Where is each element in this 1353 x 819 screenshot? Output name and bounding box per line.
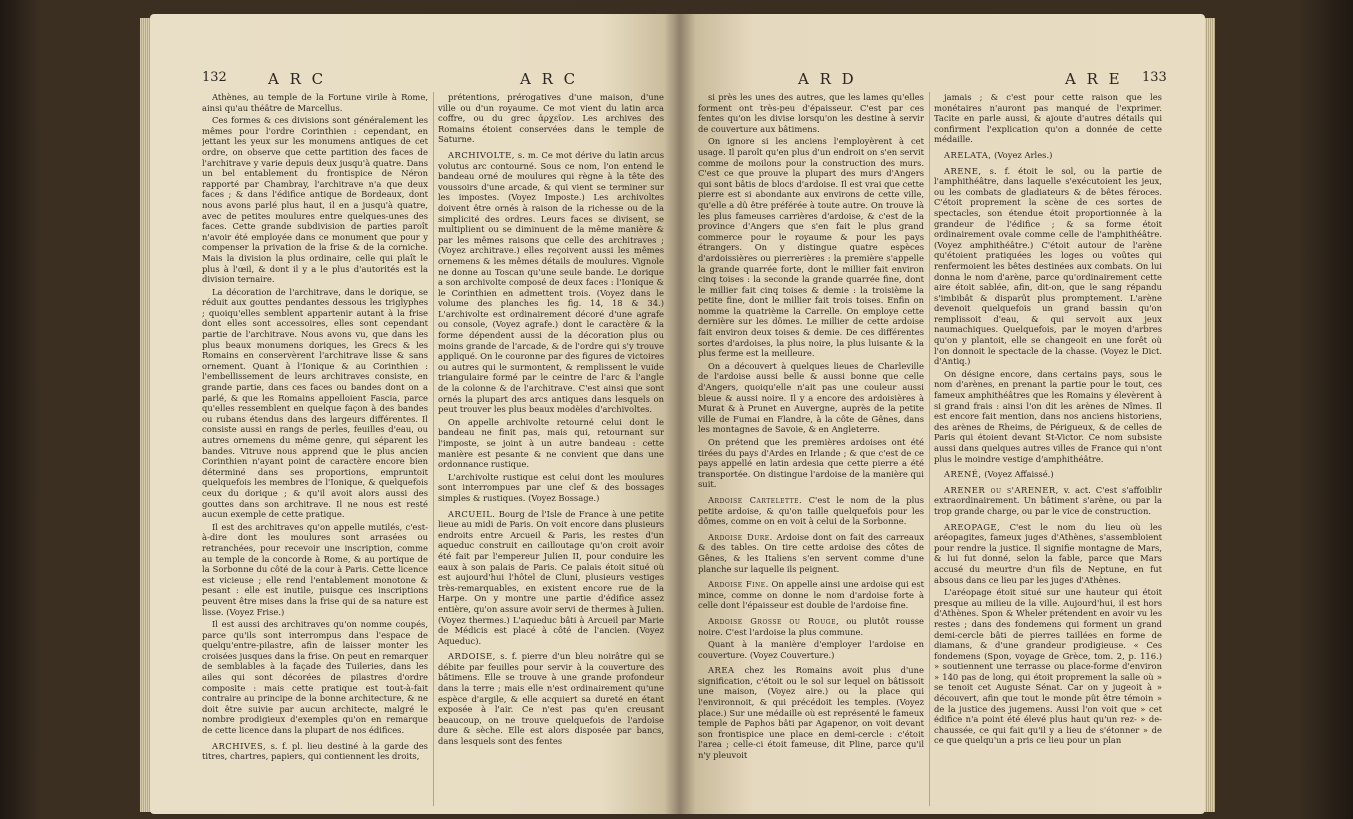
entry-text: chez les Romains avoit plus d'une signification, c'étoit ou le sol sur lequel on bâtissoit une maison, (Voyez aire.) ou la place qui l'environnoit, & qui précédoit les temples. (Voyez place.) Sur une médaille où est représenté le fameux temple de Paphos bâti par Agapenor, on voit devant son frontispice une place en demi-cercle : c'étoit l'area ; celle-ci étoit fameuse, dit Pline, parce qu'il n'y pleuvoit [698,665,924,761]
entry-headword: Ardoise Dure. [708,531,773,542]
paragraph: On prétend que les premières ardoises ont été tirées du pays d'Ardes en Irlande ; & que c'est de ce pays appellé en latin ardesia que cette pierre a été transportée. On distingue l'ardoise de la manière qui suit. [698,437,924,490]
entry-text: Ardoise dont on fait des carreaux & des tables. On tire cette ardoise des côtes de Gênes, & les Italiens s'en servent comme d'une planche sur laquelle ils peignent. [698,531,924,574]
left-running-head [150,70,680,92]
dictionary-entry [934,485,1162,517]
dictionary-entry [438,509,664,647]
paragraph: Il est aussi des architraves qu'on nomme coupés, parce qu'ils sont interrompus dans l'espace de quelqu'entre-pilastre, afin de laisser monter les croisées jusques dans la frise. On peut en remarquer de semblables à la façade des Tuileries, dans les ailes qui sont décorées de pilastres d'ordre composite : mais cette pratique est tout-à-fait contraire au principe de la bonne architecture, & ne doit être suivie par aucun architecte, malgré le nombre prodigieux d'exemples qu'on en remarque de cette licence dans la plupart de nos édifices. [202,619,428,736]
dictionary-entry [698,616,924,637]
dictionary-entry [934,469,1162,480]
entry-headword: AREA [708,665,735,676]
paragraph: L'aréopage étoit situé sur une hauteur qui étoit presque au milieu de la ville. Aujourd'hui, il est hors d'Athènes. Spon & Wheler prétendent en avoir vu les restes ; dans des fondemens qui forment un grand demi-cercle bâti de pierres taillées en forme de diamans, & d'une grandeur prodigieuse. « Ces fondemens (Spon, voyage de Grèce, tom. 2, p. 116.) » soutiennent une terrasse ou place-forme d'environ » 140 pas de long, qui étoit proprement la salle où » se tenoit cet Auguste Sénat. Car on y jugeoit à » découvert, afin que tout le monde pût être témoin » de la justice des jugemens. Aussi l'on voit que » cet édifice n'a point été élevé plus haut qu'un rez- » de-chaussée, ce qui fait qu'il y a lieu de s'étonner » de ce que quelqu'un a pris ce lieu pour un plan [934,587,1162,746]
paragraph: La décoration de l'architrave, dans le dorique, se réduit aux gouttes pendantes dessous les triglyphes ; quoiqu'elles semblent appartenir autant à la frise dont elles sont accessoires, elles sont cependant partie de l'architrave. Nous avons vu, que dans les plus beaux monumens doriques, les Grecs & les Romains en conservèrent l'architrave lisse & sans ornement. Quant à l'Ionique & au Corinthien : l'embellissement de leurs architraves consiste, en grande partie, dans ces faces ou bandes dont on a parlé, & que les Romains appelloient Fascia, parce qu'elles ressemblent en quelque façon à des bandes ou rubans étendus dans des largeurs différentes. Il consiste aussi en rangs de perles, feuilles d'eau, ou autres ornemens du même genre, qui séparent les bandes. Vitruve nous apprend que le plus ancien Corinthien n'ayant point de caractère encore bien déterminé dans ses proportions, empruntoit quelquefois les membres de l'Ionique, & quelquefois ceux du dorique ; & qu'il avoit alors aussi des gouttes dans son architrave. Il ne nous est resté aucun exemple de cette pratique. [202,286,428,520]
page-number-left: 132 [202,70,227,85]
entry-text: Bourg de l'Isle de France à une petite lieue au midi de Paris. On voit encore dans plusieurs endroits entre Arcueil & Paris, les restes d'un aqueduc construit en cailloutage qu'on croit avoir été fait par l'empereur Julien II, pour conduire les eaux à son palais de Paris. Ce palais étoit situé où est aujourd'hui l'hôtel de Cluni, plusieurs vestiges très-remarquables, en existent encore rue de la Harpe. On y montre une partie d'édifice assez entière, qu'on assure avoir servi de thermes à Julien. (Voyez thermes.) L'aqueduc bâti à Arcueil par Marie de Médicis est placé à côté de l'ancien. (Voyez Aqueduc). [438,508,664,646]
column-rule [433,92,434,806]
dictionary-entry [698,579,924,611]
paragraph: Quant à la manière d'employer l'ardoise en couverture. (Voyez Couverture.) [698,639,924,660]
entry-text: s. m. Ce mot dérive du latin arcus volutus arc contourné. Sous ce nom, l'on entend le bandeau orné de moulures qui règne à la tête des voussoirs d'une arcade, & qui vient se terminer sur les impostes. (Voyez Imposte.) Les archivoltes doivent être ornés à raison de la richesse ou de la simplicité des ordres. Leurs faces se divisent, se multiplient ou se diminuent de la même manière & par les mêmes raisons que celle des architraves ; (Voyez architrave.) elles reçoivent aussi les mêmes ornemens & les mêmes détails de moulures. Vignole ne donne au Toscan qu'une seule bande. Le dorique a son archivolte composé de deux faces : l'Ionique & le Corinthien en admettent trois. (Voyez dans le volume des planches les fig. 14, 18 & 34.) L'archivolte est ordinairement décoré d'une agrafe ou console, (Voyez agrafe.) dont le caractère & la forme dépendent aussi de la décoration plus ou moins grande de l'arcade, & de l'ordre qui s'y trouve appliqué. On le couronne par des figures de victoires ou autres qui le surmontent, & remplissent le vuide triangulaire formé par le ceintre de l'arc & l'angle de la colonne & de l'architrave. C'est ainsi que sont ornés la plupart des arcs antiques dans lesquels on peut trouver les plus beaux modèles d'archivoltes. [438,149,664,415]
dictionary-entry [202,741,428,762]
left-column-2 [438,92,664,806]
paragraph: On désigne encore, dans certains pays, sous le nom d'arènes, en prenant la partie pour le tout, ces fameux amphithéâtres que les Romains y élevèrent à si grand frais : ainsi l'on dit les arènes de Nîmes. Il est encore fait mention, dans nos anciens historiens, des arènes de Rheims, de Périgueux, & de celles de Paris qui étoient devant St-Victor. Ce nom subsiste aussi dans quelques autres villes de France qui n'ont plus le moindre vestige d'amphithéâtre. [934,368,1162,464]
entry-headword: ARCUEIL. [448,508,496,519]
entry-text: v. act. C'est s'affoiblir extraordinairement. Un bâtiment s'arène, ou par la trop grande charge, ou par le vice de construction. [934,484,1162,516]
running-head-center-left: A R C [520,70,579,88]
paragraph: On appelle archivolte retourné celui dont le bandeau ne finit pas, mais qui, retournant sur l'imposte, se joint à un autre bandeau : cette manière est pesante & ne convient que dans une ordonnance rustique. [438,416,664,470]
running-head-center-right: A R D [798,70,857,88]
entry-headword: ARENÉ, [944,469,982,480]
right-page [680,14,1205,814]
entry-headword: ARELATA, [944,149,992,160]
entry-text: On appelle ainsi une ardoise qui est mince, comme on donne le nom d'ardoise forte à celle dont l'épaisseur est double de l'ardoise fine. [698,579,924,611]
entry-headword: ARENE, [944,165,982,176]
paragraph: L'archivolte rustique est celui dont les moulures sont interrompues par une clef & des bossages simples & rustiques. (Voyez Bossage.) [438,471,664,503]
entry-text: C'est le nom de la plus petite ardoise, & qu'on taille quelquefois pour les dômes, comme on en voit à celui de la Sorbonne. [698,494,924,527]
paragraph: jamais ; & c'est pour cette raison que les monétaires n'auront pas manqué de l'exprimer. Tacite en parle aussi, & ajoute d'autres détails qui confirment l'explication qu'on a donnée de cette médaille. [934,92,1162,145]
paragraph: Ces formes & ces divisions sont généralement les mêmes pour l'ordre Corinthien : cependant, en jettant les yeux sur les monumens antiques de cet ordre, on observe que cette partition des faces de l'architrave y varie depuis deux jusqu'à quatre. Dans un bel entablement du frontispice de Néron rapporté par Chambray, l'architrave n'a que deux faces ; & dans l'édifice antique de Bordeaux, dont nous avons parlé plus haut, il en a jusqu'à quatre, avec de petites moulures entre quelques-unes des faces. Cette grande subdivision de parties paroît n'avoir été employée dans ce monument que pour y compenser la privation de la frise & de la corniche. Mais la division la plus ordinaire, celle qui plaît le plus à l'œil, & dont il y a le plus d'autorités est la division ternaire. [202,115,428,285]
entry-headword: ARCHIVOLTE, [448,149,515,160]
entry-text: ou plutôt rousse noire. C'est l'ardoise la plus commune. [698,615,924,637]
entry-text: (Voyez Arles.) [994,149,1053,160]
entry-text: C'est le nom du lieu où les aréopagites, fameux juges d'Athènes, s'assembloient pour rendre la justice. Il signifie montagne de Mars, & lui fut donné, selon la fable, parce que Mars accusé du meurtre d'un fils de Neptune, en fut absous dans ce lieu par les juges d'Athènes. [934,521,1162,585]
entry-text: (Voyez Affaissé.) [984,469,1054,480]
left-page [150,14,680,814]
left-column-1 [202,92,428,806]
dictionary-entry [698,532,924,574]
dictionary-entry [934,150,1162,161]
dictionary-entry [934,166,1162,367]
right-column-2 [934,92,1162,806]
dictionary-entry [698,495,924,527]
dictionary-entry [438,651,664,746]
paragraph: prétentions, prérogatives d'une maison, d'une ville ou d'un royaume. Ce mot vient du latin arca coffre, ou du grec ἀρχεῖον. Les archives des Romains étoient conservées dans le temple de Saturne. [438,92,664,145]
paragraph: si près les unes des autres, que les lames qu'elles forment ont très-peu d'épaisseur. C'est par ces fentes qu'on les divise lorsqu'on les destine à servir de couverture aux bâtimens. [698,92,924,134]
left-columns [150,92,680,806]
page-number-right: 133 [1142,70,1167,85]
right-column-1 [698,92,924,806]
entry-headword: Ardoise Fine. [708,579,769,590]
dictionary-entry [934,522,1162,586]
right-columns [680,92,1205,806]
dictionary-entry [438,150,664,415]
paragraph: On a découvert à quelques lieues de Charleville de l'ardoise aussi belle & aussi bonne que celle d'Angers, quoiqu'elle n'ait pas une couleur aussi bleue & aussi noire. Il y a encore des ardoisières à Murat & à Prunet en Auvergne, auprès de la petite ville de Fumai en Flandre, à la côte de Gênes, dans les montagnes de Savoie, & en Angleterre. [698,360,924,435]
entry-headword: ARENER ou s'ARENER, [944,484,1059,495]
entry-text: s. f. étoit le sol, ou la partie de l'amphithéâtre, dans laquelle s'exécutoient les jeux, ou les combats de gladiateurs & de bêtes féroces. C'étoit proprement la scène de ces sortes de spectacles, son étendue étoit proportionnée à la grandeur de l'édifice ; & sa forme étoit ordinairement ovale comme celle de l'amphithéâtre. (Voyez amphithéâtre.) C'étoit autour de l'arène qu'étoient pratiquées les loges ou voûtes qui renfermoient les bêtes destinées aux combats. On lui donna le nom d'arène, parce qu'ordinairement cette aire étoit sablée, afin, dit-on, que le sang répandu s'imbibât & disparût plus promptement. L'arène devenoit quelquefois un grand bassin qu'on remplissoit d'eau, & qui servoit aux jeux naumachiques. Quelquefois, par le moyen d'arbres qu'on y plantoit, elle se changeoit en une forêt où l'on donnoit le spectacle de la chasse. (Voyez le Dict. d'Antiq.) [934,165,1162,367]
entry-headword: Ardoise Cartelette. [708,494,803,505]
entry-text: s. f. pl. lieu destiné à la garde des titres, chartres, papiers, qui contiennent les droits, [202,740,428,762]
paragraph: Il est des architraves qu'on appelle mutilés, c'est-à-dire dont les moulures sont arrasées ou retranchées, pour recevoir une inscription, comme au temple de la concorde à Rome, & au portique de la Sorbonne du côté de la cour à Paris. Cette licence est vicieuse ; elle rend l'entablement monotone & pesant : elle est inutile, puisque ces inscriptions peuvent être mises dans la frise qui de sa nature est lisse. (Voyez Frise.) [202,521,428,617]
entry-headword: AREOPAGE, [944,521,1001,532]
paragraph: Athènes, au temple de la Fortune virile à Rome, ainsi qu'au théâtre de Marcellus. [202,92,428,113]
paragraph: On ignore si les anciens l'employèrent à cet usage. Il paroît qu'en plus d'un endroit on s'en servit comme de moilons pour la construction des murs. C'est ce que prouve la plupart des murs d'Angers qui sont bâtis de blocs d'ardoise. Il est vrai que cette pierre est si abondante aux environs de cette ville, qu'elle a dû être préférée à toute autre. On trouve là les plus fameuses carrières d'ardoise, & c'est de la province d'Angers que s'en fait le plus grand commerce pour le royaume & pour les pays étrangers. On y distingue quatre espèces d'ardoissières ou pierrerières : la première s'appelle la grande quarrée forte, dont le millier fait environ cinq toises : la seconde la grande quarrée fine, dont le millier fait cinq toises & demie : la troisième la petite fine, dont le millier fait trois toises. Enfin on nomme la quatrième la Carrelle. On employe cette dernière sur les dômes. Le millier de cette ardoise fait environ deux toises & demie. De ces différentes sortes d'ardoises, la plus noire, la plus luisante & la plus ferme est la meilleure. [698,136,924,359]
right-running-head [680,70,1205,92]
dictionary-entry [698,665,924,760]
entry-headword: ARDOISE, [448,651,496,662]
running-head-right: A R E [1065,70,1123,88]
entry-text: s. f. pierre d'un bleu noirâtre qui se débite par feuilles pour servir à la couverture des bâtimens. Elle se trouve à une grande profondeur dans la terre ; mais elle n'est ordinairement qu'une espèce d'argile, & elle acquiert sa dureté en étant exposée à l'air. Ce n'est pas qu'en creusant beaucoup, on ne trouve quelquefois de l'ardoise dure & sèche. Elle est alors disposée par bancs, dans lesquels sont des fentes [438,651,664,747]
entry-headword: ARCHIVES, [212,740,267,751]
column-rule [929,92,930,806]
entry-headword: Ardoise Grosse ou Rouge, [708,615,840,626]
running-head-left: A R C [268,70,327,88]
